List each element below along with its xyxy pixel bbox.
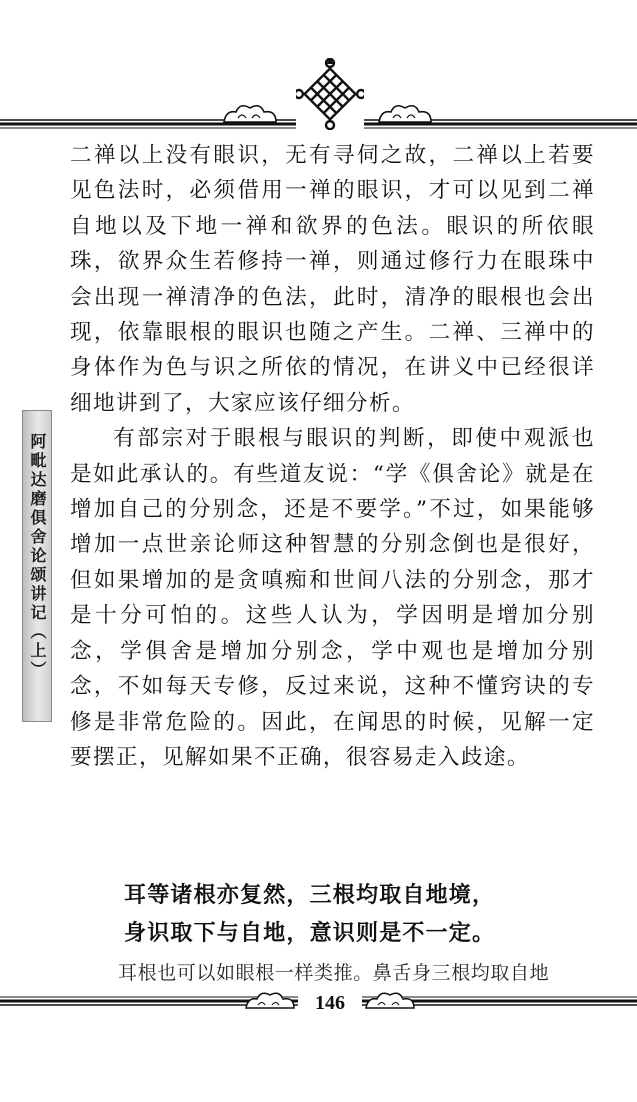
endless-knot-icon: [296, 58, 364, 130]
commentary-text: 耳根也可以如眼根一样类推。鼻舌身三根均取自地: [118, 962, 550, 984]
page-number: 146: [298, 992, 362, 1015]
cloud-ornament-left-icon: [220, 100, 280, 126]
verse-line-2: 身识取下与自地，意识则是不一定。: [124, 921, 496, 946]
book-title-vertical: 阿毗达磨俱舍论颂讲记（上）: [28, 433, 47, 680]
footer-cloud-right-icon: [362, 988, 418, 1012]
footer-cloud-left-icon: [242, 988, 298, 1012]
cloud-ornament-right-icon: [375, 100, 435, 126]
main-text: [70, 138, 595, 775]
book-title-side-tab: [22, 410, 52, 722]
paragraph-1: 二禅以上没有眼识，无有寻伺之故，二禅以上若要见色法时，必须借用一禅的眼识，才可以见到二禅自地以及下地一禅和欲界的色法。眼识的所依眼珠，欲界众生若修持一禅，则通过修行力在眼珠中会出现一禅清净的色法，此时，清净的眼根也会出现，依靠眼根的眼识也随之产生。二禅、三禅中的身体作为色与识之所依的情况，在讲义中已经很详细地讲到了，大家应该仔细分析。: [70, 143, 595, 416]
verse-line-1: 耳等诸根亦复然，三根均取自地境，: [124, 883, 496, 908]
paragraph-2: 有部宗对于眼根与眼识的判断，即使中观派也是如此承认的。有些道友说：“学《俱舍论》就是在增加自己的分别念，还是不要学。”不过，如果能够增加一点世亲论师这种智慧的分别念倒也是很好，但如果增加的是贪嗔痴和世间八法的分别念，那才是十分可怕的。这些人认为，学因明是增加分别念，学俱舍是增加分别念，学中观也是增加分别念，不如每天专修，反过来说，这种不懂窍诀的专修是非常危险的。因此，在闻思的时候，见解一定要摆正，见解如果不正确，很容易走入歧途。: [70, 426, 595, 770]
